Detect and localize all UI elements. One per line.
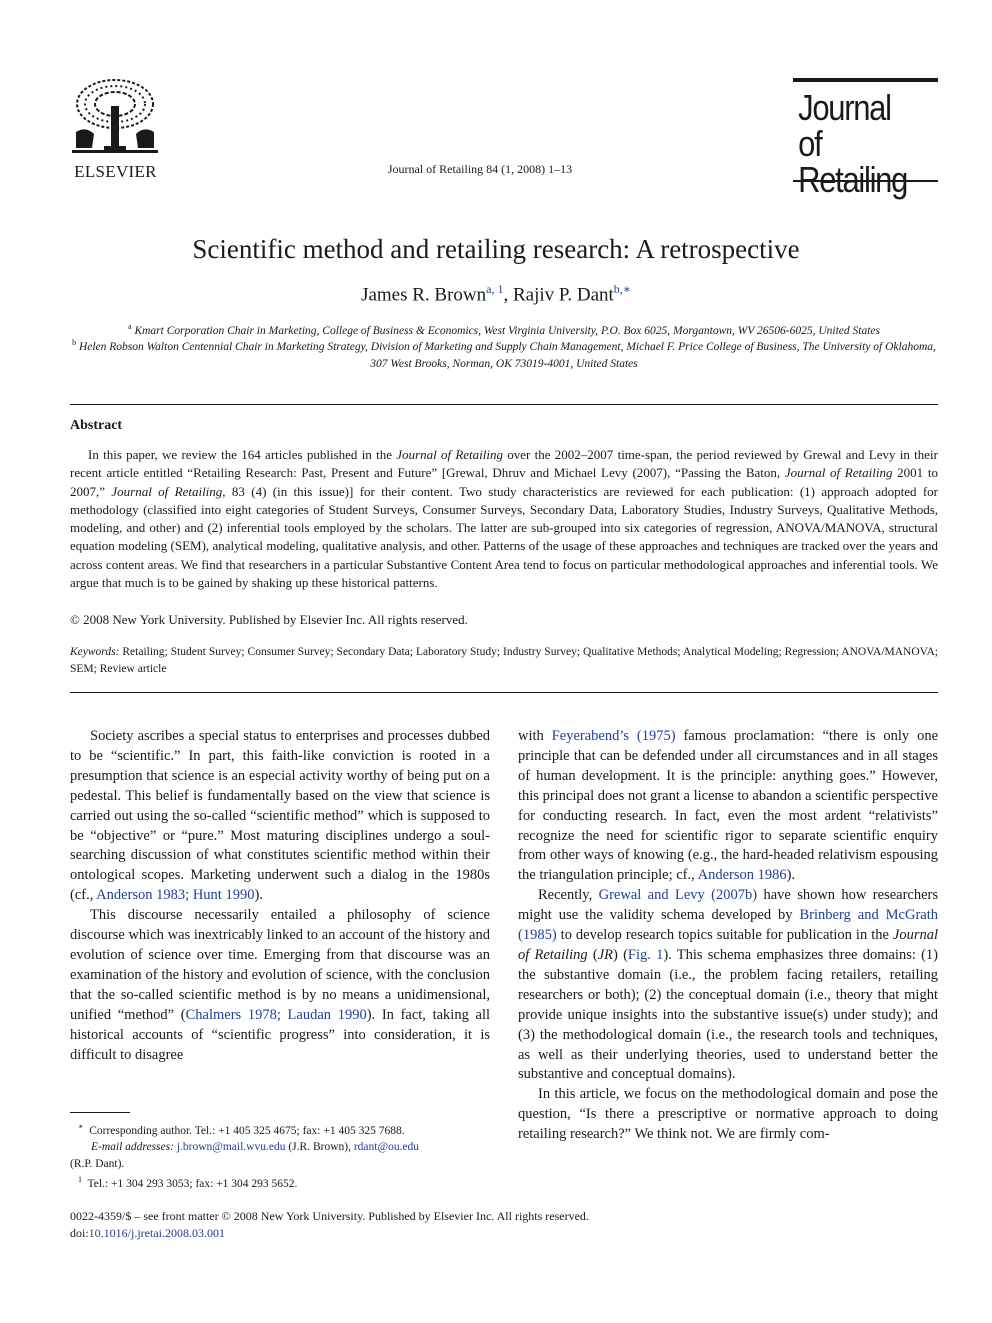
- abstract-text-part: 2001 to 2007,”: [70, 465, 938, 499]
- body-text: ). In fact, taking all historical accounts of “scientific progress” into consideration, it is difficult to disagree: [70, 1006, 490, 1063]
- body-text: ) (: [613, 946, 628, 963]
- citation-link[interactable]: Anderson 1983; Hunt 1990: [96, 887, 255, 904]
- footnote-mark: 1: [78, 1175, 82, 1185]
- affiliation-text: Helen Robson Walton Centennial Chair in Marketing Strategy, Division of Marketing and Supply Chain Management, Michael F. Price College of Business, The University of Oklahoma, 307 West Brooks, Norman, OK 73019-4001, United States: [78, 340, 936, 370]
- publisher-name: ELSEVIER: [74, 162, 157, 181]
- figure-link[interactable]: Fig. 1: [627, 946, 664, 963]
- author-list: [0, 282, 992, 306]
- author-affiliation-link[interactable]: a, 1: [486, 282, 504, 296]
- affiliation-text: Kmart Corporation Chair in Marketing, College of Business & Economics, West Virginia University, P.O. Box 6025, Morgantown, WV 26506-6025, United States: [134, 324, 880, 337]
- body-paragraph: [518, 727, 938, 886]
- citation-link[interactable]: Brinberg and McGrath (1985): [518, 907, 939, 944]
- body-column-right: [518, 727, 938, 1145]
- body-paragraph: [70, 727, 490, 906]
- author-affiliation-link[interactable]: b,∗: [613, 282, 631, 296]
- body-paragraph: [518, 886, 938, 1085]
- body-text: ).: [254, 887, 263, 904]
- journal-name-italic: Journal of Retailing: [396, 447, 503, 462]
- footnotes: [70, 1119, 490, 1193]
- abstract-heading: Abstract: [70, 418, 123, 433]
- body-text: Society ascribes a special status to enterprises and processes dubbed to be “scientific.” In part, this faith-like conviction is rooted in a presumption that science is an especial activity worthy of being put on a pedestal. This belief is fundamentally based on the view that science is carried out using the so-called “scientific method” which is supposed to be “objective” or “pure.” Most maturing disciplines undergo a soul-searching discussion of what constitutes scientific method within their ontological scopes. Marketing underwent such a dialog in the 1980s (cf.,: [70, 728, 490, 904]
- email-label: E-mail addresses:: [91, 1141, 174, 1154]
- body-column-left: [70, 727, 490, 1065]
- body-text: famous proclamation: “there is only one principle that can be defended under all circumstances and in all stages of human development. It is the principle: anything goes.” However, this principal does not grant a license to abandon a scientific perspective for conducting research. In fact, even the most ardent “relativists” recognize the need for scientific rigor to separate scientific enquiry from other ways of knowing (e.g., the hard-headed relativism espousing the triangulation principle; cf.,: [518, 728, 939, 884]
- body-text: ). This schema emphasizes three domains: (1) the substantive domain (i.e., the problem facing retailers, retailing researchers or both); (2) the conceptual domain (i.e., theory that might provide unique insights into the substantive issue(s) under study); and (3) the methodological domain (i.e., the research tools and techniques, as well as their underlying theories, used to understand better the substantive and conceptual domains).: [518, 946, 938, 1083]
- abstract-text-part: over the 2002–2007 time-span, the period reviewed by Grewal and Levy in their recent article entitled “Retailing Research: Past, Present and Future” [Grewal, Dhruv and Michael Levy (2007), “Passing the Baton,: [70, 447, 938, 481]
- footnote-text: (J.R. Brown),: [285, 1141, 354, 1154]
- affiliation-mark: b: [72, 338, 77, 347]
- body-text: (: [587, 946, 598, 963]
- body-text: to develop research topics suitable for publication in the: [556, 927, 893, 944]
- citation-link[interactable]: Feyerabend’s (1975): [551, 728, 676, 744]
- body-text: with: [518, 728, 552, 744]
- body-paragraph: [70, 906, 490, 1065]
- body-text: This discourse necessarily entailed a philosophy of science discourse which was inextricably linked to an account of the history and evolution of science over time. Emerging from that discourse was an examination of the history and evolution of science, with the conclusion that the so-called scientific method is by no means a unidimensional, unified “method” (: [70, 907, 490, 1023]
- keywords-label: Keywords:: [70, 646, 120, 658]
- footnote-1: [70, 1172, 490, 1192]
- journal-name-italic: Journal of Retailing,: [111, 483, 226, 499]
- affiliation-mark: a: [128, 322, 132, 331]
- email-note-continued: (R.P. Dant).: [70, 1157, 125, 1170]
- article-title: Scientific method and retailing research: A retrospective: [192, 234, 800, 264]
- footnote-mark: ∗: [78, 1122, 84, 1131]
- journal-logo[interactable]: [793, 78, 938, 200]
- abstract-copyright: © 2008 New York University. Published by Elsevier Inc. All rights reserved.: [70, 612, 468, 627]
- citation-link[interactable]: Grewal and Levy (2007b): [598, 887, 758, 904]
- footnote-text: Tel.: +1 304 293 3053; fax: +1 304 293 5652.: [87, 1178, 298, 1191]
- abstract-bottom-rule: [70, 692, 938, 693]
- elsevier-tree-icon: [68, 76, 163, 160]
- doi-line: [70, 1225, 770, 1242]
- front-matter: [70, 1208, 770, 1241]
- abstract-text-part: In this paper, we review the 164 articles published in the: [88, 447, 397, 462]
- doi-label: doi:: [70, 1225, 89, 1240]
- footnote-rule: [70, 1112, 130, 1113]
- body-text: Recently,: [538, 887, 599, 904]
- journal-name-italic: Journal of Retailing: [784, 465, 893, 481]
- journal-name-italic: Journal of Retailing: [518, 927, 938, 963]
- journal-abbr-italic: JR: [597, 946, 614, 963]
- body-text: In this article, we focus on the methodological domain and pose the question, “Is there a prescriptive or normative approach to doing retailing research?” We think not. We are firmly com-: [518, 1086, 938, 1143]
- citation-link[interactable]: Anderson 1986: [697, 867, 787, 884]
- body-text: ).: [786, 867, 796, 884]
- doi-link[interactable]: 10.1016/j.jretai.2008.03.001: [88, 1225, 225, 1240]
- elsevier-logo[interactable]: [68, 76, 163, 181]
- email-link[interactable]: rdant@ou.edu: [353, 1141, 420, 1154]
- author-name: Rajiv P. Dant: [512, 284, 614, 306]
- keywords: [70, 644, 938, 678]
- email-note: [70, 1139, 490, 1156]
- corresponding-author-note: [70, 1119, 490, 1139]
- abstract-text: [70, 446, 938, 592]
- affiliation-b: [70, 334, 938, 373]
- email-link[interactable]: j.brown@mail.wvu.edu: [176, 1141, 286, 1154]
- author-separator: ,: [503, 284, 513, 306]
- abstract-text-part: 83 (4) (in this issue)] for their content. Two study characteristics are reviewed for each publication: (1) approach adopted for methodology (classified into eight categories of Student Surveys, Consumer Surveys, Secondary Data, Laboratory Studies, Industry Surveys, Qualitative Methods, modeling, and other) and (2) inferential tools employed by the scholars. The latter are sub-grouped into six categories of regression, ANOVA/MANOVA, structural equation modeling (SEM), analytical modeling, qualitative analysis, and other. Patterns of the usage of these approaches and techniques are tracked over the years and across content areas. We find that researchers in a particular Substantive Content Area tend to focus on particular methodological approaches and inferential tools. We argue that much is to be gained by shaking up these historical patterns.: [70, 483, 938, 591]
- body-text: have shown how researchers might use the validity schema developed by: [518, 887, 938, 924]
- abstract-top-rule: [70, 404, 938, 405]
- journal-logo-line2: Retailing: [798, 159, 908, 200]
- keywords-text: Retailing; Student Survey; Consumer Survey; Secondary Data; Laboratory Study; Industry Survey; Qualitative Methods; Analytical Modeling; Regression; ANOVA/MANOVA; SEM; Review article: [70, 646, 938, 675]
- citation-link[interactable]: Chalmers 1978; Laudan 1990: [185, 1006, 367, 1023]
- footnote-text: Corresponding author. Tel.: +1 405 325 4675; fax: +1 405 325 7688.: [89, 1124, 405, 1137]
- issn-line: 0022-4359/$ – see front matter © 2008 New York University. Published by Elsevier Inc. All rights reserved.: [70, 1209, 589, 1223]
- author-name: James R. Brown: [361, 284, 487, 306]
- journal-citation: Journal of Retailing 84 (1, 2008) 1–13: [387, 162, 573, 176]
- journal-logo-line1: Journal of: [798, 87, 891, 164]
- body-paragraph: [518, 1085, 938, 1145]
